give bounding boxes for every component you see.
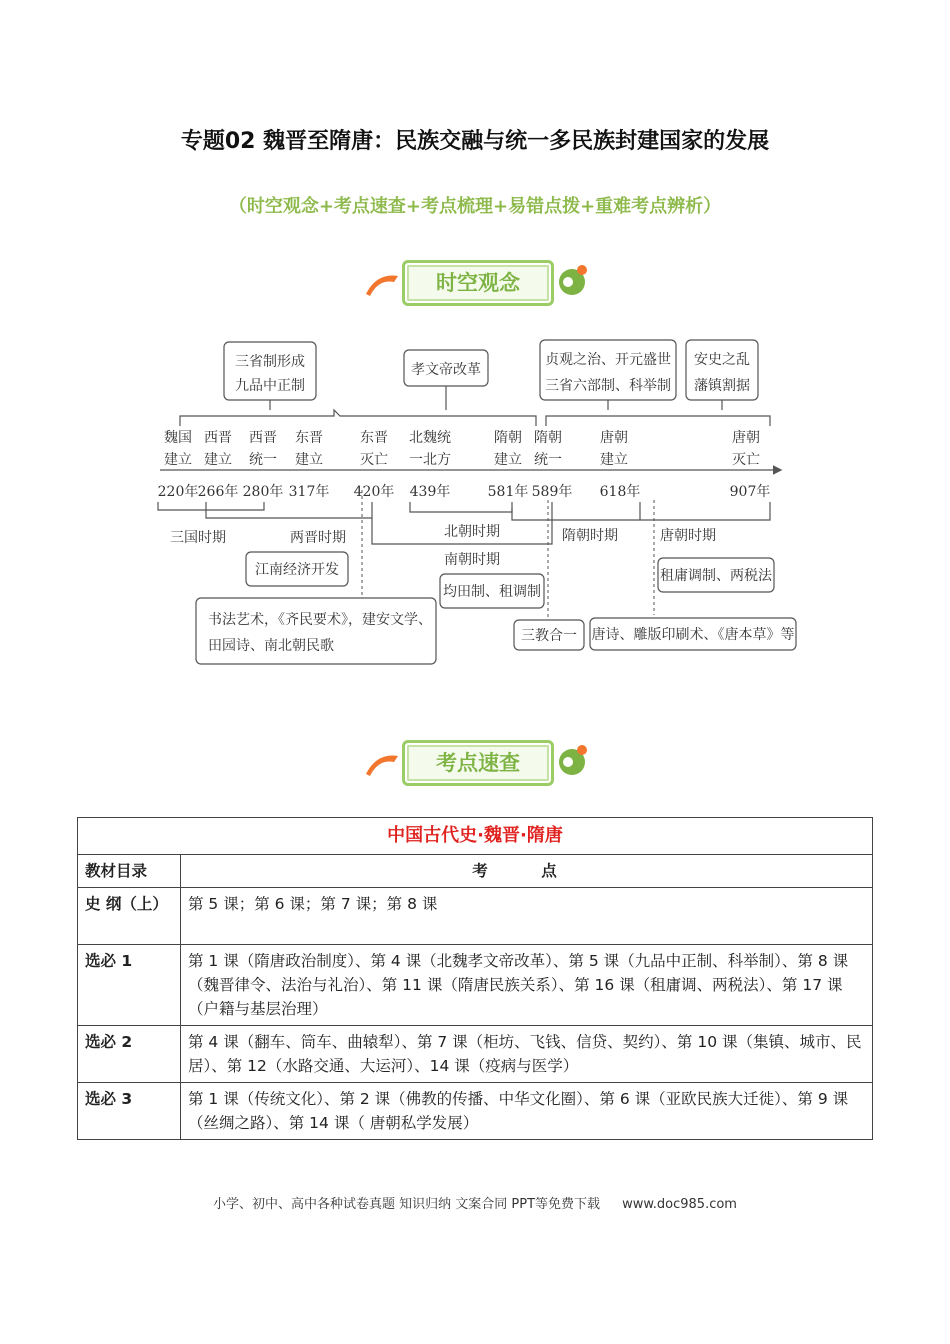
box-xiaowen-reform: 孝文帝改革 bbox=[411, 362, 481, 378]
event-label: 一北方 bbox=[409, 452, 451, 468]
box-anshi-rebellion: 安史之乱 bbox=[694, 352, 750, 368]
event-year: 618年 bbox=[599, 484, 641, 500]
table-row bbox=[78, 1083, 873, 1140]
header-points: 考 点 bbox=[181, 855, 873, 888]
table-row bbox=[78, 1026, 873, 1083]
section-banner-timeline bbox=[364, 254, 604, 314]
row-book: 选必 3 bbox=[78, 1083, 181, 1140]
event-label: 统一 bbox=[249, 452, 277, 468]
leaf-dot-icon bbox=[554, 740, 594, 780]
event-year: 439年 bbox=[409, 484, 451, 500]
box-juntian: 均田制、租调制 bbox=[443, 584, 541, 600]
row-book: 史 纲（上） bbox=[78, 888, 181, 945]
box-jiangnan: 江南经济开发 bbox=[255, 562, 339, 578]
footer-text: 小学、初中、高中各种试卷真题 知识归纳 文案合同 PPT等免费下载 bbox=[213, 1197, 601, 1212]
period-label: 两晋时期 bbox=[290, 530, 346, 546]
swoosh-icon bbox=[364, 750, 404, 778]
page-subtitle: （时空观念+考点速查+考点梳理+易错点拨+重难考点辨析） bbox=[228, 196, 722, 217]
period-label: 北朝时期 bbox=[444, 524, 500, 540]
header-textbook: 教材目录 bbox=[78, 855, 181, 888]
event-label: 灭亡 bbox=[360, 452, 388, 468]
event-label: 建立 bbox=[600, 452, 628, 468]
event-label: 建立 bbox=[494, 452, 522, 468]
timeline-diagram bbox=[140, 330, 800, 670]
event-year: 220年 bbox=[157, 484, 199, 500]
event-year: 317年 bbox=[288, 484, 330, 500]
period-label: 唐朝时期 bbox=[660, 528, 716, 544]
event-label: 东晋 bbox=[295, 430, 323, 446]
box-culture-line2: 田园诗、南北朝民歌 bbox=[208, 638, 334, 654]
event-label: 灭亡 bbox=[732, 452, 760, 468]
page-footer bbox=[0, 1193, 950, 1212]
event-label: 建立 bbox=[164, 452, 192, 468]
event-label: 西晋 bbox=[204, 430, 232, 446]
leaf-dot-icon bbox=[554, 260, 594, 300]
table-row bbox=[78, 888, 873, 945]
event-label: 魏国 bbox=[164, 430, 192, 446]
period-label: 隋朝时期 bbox=[562, 528, 618, 544]
banner-label: 考点速查 bbox=[436, 751, 520, 775]
box-tang-culture: 唐诗、雕版印刷术、《唐本草》等 bbox=[591, 627, 795, 643]
row-content: 第 4 课（翻车、筒车、曲辕犁）、第 7 课（柜坊、飞钱、信贷、契约）、第 10 课（集镇、城市、民居）、第 12（水路交通、大运河）、14 课（疫病与医学） bbox=[181, 1026, 873, 1083]
footer-site: www.doc985.com bbox=[622, 1197, 737, 1212]
table-row bbox=[78, 945, 873, 1026]
box-zuyongdiao: 租庸调制、两税法 bbox=[660, 568, 772, 584]
event-label: 北魏统 bbox=[409, 430, 451, 446]
event-label: 东晋 bbox=[360, 430, 388, 446]
event-year: 266年 bbox=[197, 484, 239, 500]
row-content: 第 1 课（传统文化）、第 2 课（佛教的传播、中华文化圈）、第 6 课（亚欧民族大迁徙）、第 9 课（丝绸之路）、第 14 课（ 唐朝私学发展） bbox=[181, 1083, 873, 1140]
box-nine-rank-system: 九品中正制 bbox=[235, 378, 305, 394]
event-year: 280年 bbox=[242, 484, 284, 500]
table-title: 中国古代史·魏晋·隋唐 bbox=[78, 818, 873, 855]
banner-label: 时空观念 bbox=[436, 271, 520, 295]
box-three-departments: 三省制形成 bbox=[235, 354, 305, 370]
event-year: 581年 bbox=[487, 484, 529, 500]
event-year: 420年 bbox=[353, 484, 395, 500]
event-year: 589年 bbox=[531, 484, 573, 500]
row-book: 选必 1 bbox=[78, 945, 181, 1026]
box-fanzhen: 藩镇割据 bbox=[694, 378, 750, 394]
event-label: 隋朝 bbox=[534, 430, 562, 446]
row-book: 选必 2 bbox=[78, 1026, 181, 1083]
event-label: 隋朝 bbox=[494, 430, 522, 446]
event-label: 统一 bbox=[534, 452, 562, 468]
period-label: 南朝时期 bbox=[444, 552, 500, 568]
period-label: 三国时期 bbox=[170, 530, 226, 546]
box-zhenguan-kaiyuan: 贞观之治、开元盛世 bbox=[545, 352, 671, 368]
section-banner-quick-check bbox=[364, 734, 604, 794]
row-content: 第 1 课（隋唐政治制度）、第 4 课（北魏孝文帝改革）、第 5 课（九品中正制、科举制）、第 8 课（魏晋律令、法治与礼治）、第 11 课（隋唐民族关系）、第 16 课（租庸调、两税法）、第 17 课（户籍与基层治理） bbox=[181, 945, 873, 1026]
box-three-teachings: 三教合一 bbox=[521, 628, 577, 644]
row-content: 第 5 课；第 6 课；第 7 课；第 8 课 bbox=[181, 888, 873, 945]
swoosh-icon bbox=[364, 270, 404, 298]
box-culture-line1: 书法艺术，《齐民要术》，建安文学、 bbox=[208, 612, 432, 628]
event-label: 唐朝 bbox=[600, 430, 628, 446]
event-label: 建立 bbox=[295, 452, 323, 468]
page-title: 专题02 魏晋至隋唐：民族交融与统一多民族封建国家的发展 bbox=[180, 129, 770, 154]
box-three-six-exam: 三省六部制、科举制 bbox=[545, 378, 671, 394]
event-label: 西晋 bbox=[249, 430, 277, 446]
syllabus-table bbox=[77, 817, 873, 1140]
event-label: 建立 bbox=[204, 452, 232, 468]
event-label: 唐朝 bbox=[732, 430, 760, 446]
event-year: 907年 bbox=[729, 484, 771, 500]
